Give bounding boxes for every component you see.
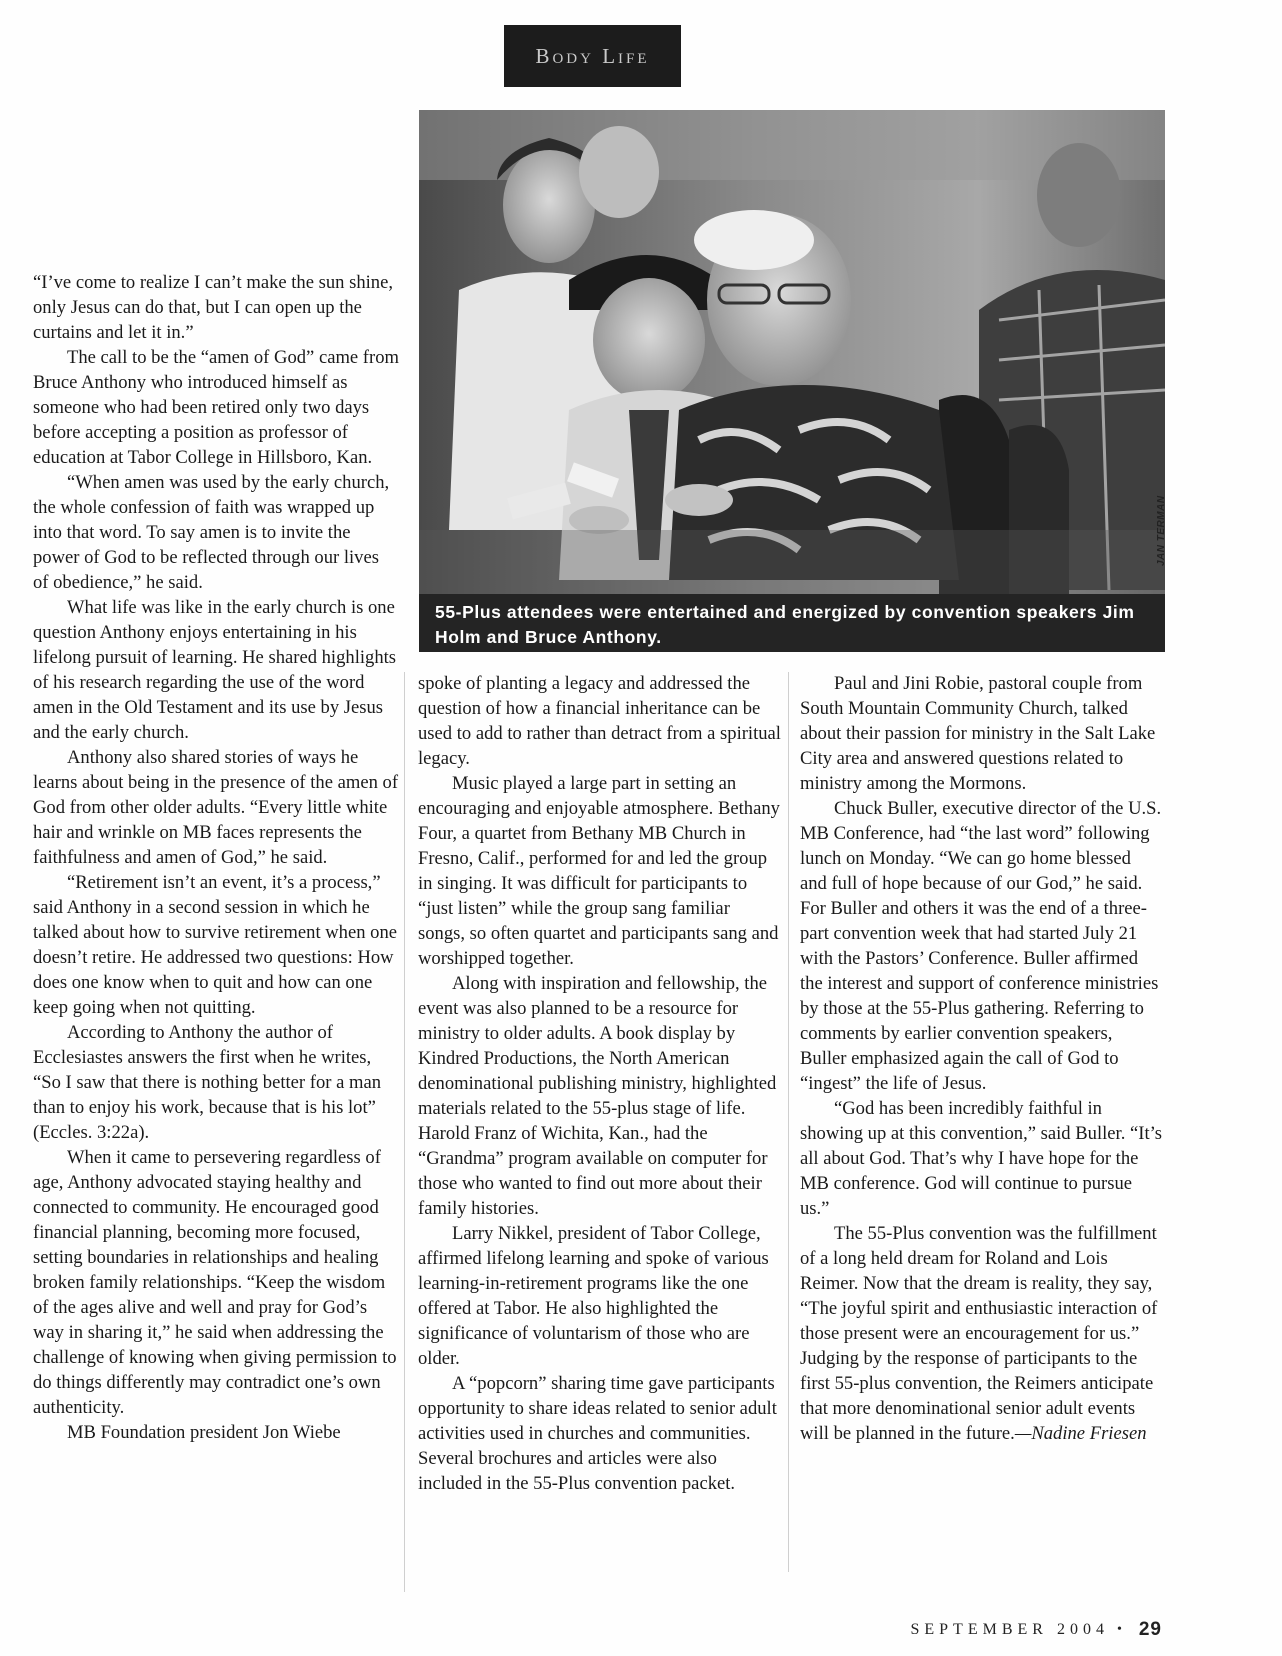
final-paragraph-text: The 55-Plus convention was the fulfillment of a long held dream for Roland and Lois Reimer. Now that the dream is reality, they say, “The joyful spirit and enthusiastic interaction of those present were an encouragement for us.” Judging by the response of participants to the first 55-plus convention, the Reimers anticipate that more denominational senior adult events will be planned in the future. (800, 1223, 1158, 1444)
event-photo (419, 110, 1165, 652)
paragraph: What life was like in the early church is one question Anthony enjoys entertaining in his lifelong pursuit of learning. He shared highlights of his research regarding the use of the word amen in the Old Testament and its use by Jesus and the early church. (33, 597, 397, 743)
paragraph: According to Anthony the author of Ecclesiastes answers the first when he writes, “So I saw that there is nothing better for a man than to enjoy his work, because that is his lot” (Eccles. 3:22a). (33, 1022, 382, 1143)
issue-date: SEPTEMBER 2004 (910, 1621, 1109, 1638)
paragraph: “God has been incredibly faithful in showing up at this convention,” said Buller. “It’s all about God. That’s why I have hope for the MB conference. God will continue to pursue us.” (800, 1098, 1163, 1219)
paragraph: A “popcorn” sharing time gave participants opportunity to share ideas related to senior adult activities used in churches and communities. Several brochures and articles were also included in the 55-Plus convention packet. (418, 1373, 777, 1494)
paragraph: MB Foundation president Jon Wiebe (67, 1422, 341, 1443)
column-divider (788, 672, 789, 1572)
paragraph: “Retirement isn’t an event, it’s a process,” said Anthony in a second session in which he talked about how to survive retirement when one doesn’t retire. He addressed two questions: How does one know when to quit and how can one keep going when not quitting. (33, 872, 398, 1018)
paragraph: “When amen was used by the early church, the whole confession of faith was wrapped up into that word. To say amen is to invite the power of God to be reflected through our lives of obedience,” he said. (33, 472, 390, 593)
attendees-photo-illustration (419, 110, 1165, 652)
paragraph: Larry Nikkel, president of Tabor College, affirmed lifelong learning and spoke of various learning-in-retirement programs like the one offered at Tabor. He also highlighted the significance of voluntarism of those who are older. (418, 1223, 769, 1369)
paragraph: Anthony also shared stories of ways he learns about being in the presence of the amen of God from other older adults. “Every little white hair and wrinkle on MB faces represents the faithfulness and amen of God,” he said. (33, 747, 399, 868)
author-byline: —Nadine Friesen (1014, 1423, 1147, 1444)
paragraph: When it came to persevering regardless of age, Anthony advocated staying healthy and connected to community. He encouraged good financial planning, becoming more focused, setting boundaries in relationships and healing broken family relationships. “Keep the wisdom of the ages alive and well and pray for God’s way in sharing it,” he said when addressing the challenge of knowing when giving permission to do things differently may contradict one’s own authenticity. (33, 1147, 397, 1418)
paragraph: Paul and Jini Robie, pastoral couple from South Mountain Community Church, talked about their passion for ministry in the Salt Lake City area and answered questions related to ministry among the Mormons. (800, 673, 1156, 794)
article-column-3 (800, 671, 1162, 1446)
paragraph (800, 1221, 1162, 1446)
footer-separator: • (1116, 1622, 1127, 1637)
article-column-2 (418, 671, 781, 1496)
paragraph: “I’ve come to realize I can’t make the sun shine, only Jesus can do that, but I can open up the curtains and let it in.” (33, 272, 394, 343)
page-footer (862, 1617, 1162, 1643)
paragraph: spoke of planting a legacy and addressed the question of how a financial inheritance can be used to add to rather than detract from a spiritual legacy. (418, 673, 781, 769)
paragraph: Along with inspiration and fellowship, the event was also planned to be a resource for ministry to older adults. A book display by Kindred Productions, the North American denominational publishing ministry, highlighted materials related to the 55-plus stage of life. Harold Franz of Wichita, Kan., had the “Grandma” program available on computer for those who wanted to find out more about their family histories. (418, 973, 777, 1219)
photo-caption: 55-Plus attendees were entertained and energized by convention speakers Jim Holm and Bruce Anthony. (419, 594, 1165, 652)
page-number: 29 (1138, 1619, 1162, 1640)
paragraph: The call to be the “amen of God” came from Bruce Anthony who introduced himself as someone who had been retired only two days before accepting a position as professor of education at Tabor College in Hillsboro, Kan. (33, 347, 399, 468)
photo-credit: JAN TERMAN (1156, 495, 1167, 566)
section-header: Body Life (504, 25, 681, 87)
article-column-1 (33, 270, 399, 1445)
paragraph: Music played a large part in setting an encouraging and enjoyable atmosphere. Bethany Four, a quartet from Bethany MB Church in Fresno, Calif., performed for and led the group in singing. It was difficult for participants to “just listen” while the group sang familiar songs, so often quartet and participants sang and worshipped together. (418, 773, 780, 969)
paragraph: Chuck Buller, executive director of the U.S. MB Conference, had “the last word” following lunch on Monday. “We can go home blessed and full of hope because of our God,” he said. For Buller and others it was the end of a three-part convention week that had started July 21 with the Pastors’ Conference. Buller affirmed the interest and support of conference ministries by those at the 55-Plus gathering. Referring to comments by earlier convention speakers, Buller emphasized again the call of God to “ingest” the life of Jesus. (800, 798, 1162, 1094)
column-divider (404, 672, 405, 1592)
